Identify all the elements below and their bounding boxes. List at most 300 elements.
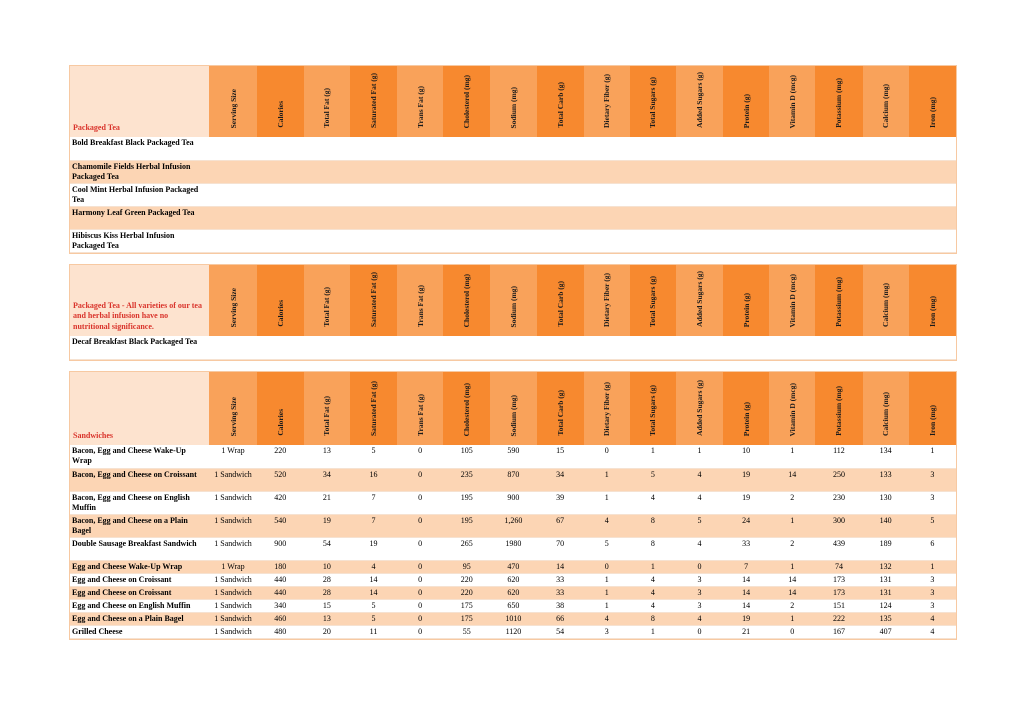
nutrition-value: 3 bbox=[909, 573, 956, 586]
packaged-tea-section bbox=[69, 65, 957, 254]
nutrition-value: 67 bbox=[537, 514, 584, 537]
nutrition-value: 4 bbox=[676, 468, 723, 491]
nutrition-value: 14 bbox=[769, 573, 815, 586]
table-row bbox=[70, 183, 956, 206]
item-name: Bacon, Egg and Cheese on a Plain Bagel bbox=[70, 514, 209, 537]
item-name: Bacon, Egg and Cheese on Croissant bbox=[70, 468, 209, 491]
nutrition-value: 5 bbox=[630, 468, 676, 491]
nutrition-value bbox=[350, 229, 397, 252]
nutrition-value: 520 bbox=[257, 468, 304, 491]
nutrition-value bbox=[397, 183, 443, 206]
column-header bbox=[863, 66, 909, 137]
nutrition-value: 15 bbox=[537, 445, 584, 468]
column-header bbox=[304, 265, 350, 336]
section-title: Packaged Tea bbox=[70, 66, 209, 137]
nutrition-value: 1 Sandwich bbox=[209, 612, 256, 625]
column-header-label: Trans Fat (g) bbox=[415, 86, 425, 128]
nutrition-value bbox=[350, 206, 397, 229]
item-name: Egg and Cheese on English Muffin bbox=[70, 599, 209, 612]
nutrition-value bbox=[304, 229, 350, 252]
nutrition-value bbox=[304, 137, 350, 160]
nutrition-value: 4 bbox=[630, 573, 676, 586]
column-header bbox=[863, 265, 909, 336]
sandwiches-section bbox=[69, 371, 957, 640]
column-header-label: Iron (mg) bbox=[927, 296, 937, 327]
nutrition-value: 151 bbox=[815, 599, 862, 612]
nutrition-value: 15 bbox=[304, 599, 350, 612]
column-header bbox=[397, 265, 443, 336]
nutrition-value bbox=[909, 336, 956, 359]
column-header bbox=[909, 66, 956, 137]
nutrition-value: 470 bbox=[490, 560, 536, 573]
nutrition-value bbox=[397, 229, 443, 252]
nutrition-value bbox=[769, 229, 815, 252]
nutrition-value bbox=[584, 206, 630, 229]
column-header bbox=[630, 372, 676, 445]
nutrition-value: 7 bbox=[723, 560, 769, 573]
nutrition-value: 0 bbox=[397, 625, 443, 638]
nutrition-value: 19 bbox=[723, 612, 769, 625]
nutrition-value bbox=[257, 206, 304, 229]
nutrition-value bbox=[863, 137, 909, 160]
nutrition-value: 4 bbox=[630, 586, 676, 599]
item-name: Grilled Cheese bbox=[70, 625, 209, 638]
column-header bbox=[815, 265, 862, 336]
column-header bbox=[397, 66, 443, 137]
nutrition-value: 28 bbox=[304, 573, 350, 586]
nutrition-value bbox=[909, 160, 956, 183]
nutrition-value bbox=[537, 183, 584, 206]
item-name: Egg and Cheese on Croissant bbox=[70, 586, 209, 599]
nutrition-value: 230 bbox=[815, 491, 862, 514]
nutrition-value bbox=[676, 206, 723, 229]
nutrition-value bbox=[630, 229, 676, 252]
nutrition-value bbox=[443, 206, 490, 229]
nutrition-value: 650 bbox=[490, 599, 536, 612]
nutrition-value: 39 bbox=[537, 491, 584, 514]
nutrition-value: 14 bbox=[537, 560, 584, 573]
nutrition-value: 460 bbox=[257, 612, 304, 625]
nutrition-value: 2 bbox=[769, 491, 815, 514]
nutrition-value: 19 bbox=[723, 491, 769, 514]
nutrition-value: 265 bbox=[443, 537, 490, 560]
nutrition-value: 870 bbox=[490, 468, 536, 491]
nutrition-value: 1 bbox=[769, 445, 815, 468]
nutrition-value: 19 bbox=[304, 514, 350, 537]
nutrition-value: 133 bbox=[863, 468, 909, 491]
nutrition-value bbox=[630, 183, 676, 206]
column-header-label: Total Carb (g) bbox=[555, 82, 565, 128]
column-header bbox=[350, 66, 397, 137]
item-name: Chamomile Fields Herbal Infusion Packaged Tea bbox=[70, 160, 209, 183]
nutrition-value: 11 bbox=[350, 625, 397, 638]
column-header bbox=[490, 265, 536, 336]
column-header bbox=[909, 265, 956, 336]
nutrition-value: 1 Wrap bbox=[209, 560, 256, 573]
nutrition-value: 33 bbox=[537, 573, 584, 586]
column-header bbox=[443, 265, 490, 336]
nutrition-value: 173 bbox=[815, 586, 862, 599]
column-header bbox=[257, 265, 304, 336]
column-header-label: Serving Size bbox=[228, 287, 238, 327]
column-header bbox=[490, 372, 536, 445]
nutrition-value: 3 bbox=[676, 599, 723, 612]
nutrition-value: 1 Sandwich bbox=[209, 625, 256, 638]
nutrition-value bbox=[676, 137, 723, 160]
nutrition-value bbox=[909, 206, 956, 229]
nutrition-value bbox=[209, 206, 256, 229]
column-header-label: Added Sugars (g) bbox=[695, 271, 705, 327]
column-header-label: Sodium (mg) bbox=[508, 86, 518, 128]
nutrition-value: 10 bbox=[723, 445, 769, 468]
nutrition-value bbox=[490, 229, 536, 252]
column-header-label: Trans Fat (g) bbox=[415, 394, 425, 436]
nutrition-value: 407 bbox=[863, 625, 909, 638]
nutrition-value bbox=[209, 229, 256, 252]
table-row bbox=[70, 599, 956, 612]
nutrition-value bbox=[350, 160, 397, 183]
nutrition-value: 4 bbox=[630, 599, 676, 612]
nutrition-value bbox=[630, 137, 676, 160]
nutrition-value: 19 bbox=[350, 537, 397, 560]
nutrition-value: 66 bbox=[537, 612, 584, 625]
nutrition-value: 134 bbox=[863, 445, 909, 468]
nutrition-value: 222 bbox=[815, 612, 862, 625]
nutrition-value bbox=[350, 183, 397, 206]
nutrition-value: 7 bbox=[350, 491, 397, 514]
table-row bbox=[70, 573, 956, 586]
column-header bbox=[537, 66, 584, 137]
nutrition-value: 1120 bbox=[490, 625, 536, 638]
nutrition-value bbox=[537, 137, 584, 160]
column-header-label: Vitamin D (mcg) bbox=[787, 74, 797, 128]
nutrition-value bbox=[584, 160, 630, 183]
nutrition-value bbox=[630, 336, 676, 359]
nutrition-value: 0 bbox=[397, 514, 443, 537]
nutrition-value: 2 bbox=[769, 599, 815, 612]
nutrition-value bbox=[676, 183, 723, 206]
nutrition-value bbox=[490, 206, 536, 229]
column-header-label: Serving Size bbox=[228, 396, 238, 436]
nutrition-value bbox=[815, 336, 862, 359]
nutrition-value: 1 bbox=[630, 445, 676, 468]
nutrition-value: 0 bbox=[397, 491, 443, 514]
nutrition-value: 14 bbox=[350, 573, 397, 586]
nutrition-value: 130 bbox=[863, 491, 909, 514]
item-name: Egg and Cheese on Croissant bbox=[70, 573, 209, 586]
nutrition-value bbox=[397, 206, 443, 229]
nutrition-value: 1 bbox=[584, 491, 630, 514]
nutrition-value: 900 bbox=[257, 537, 304, 560]
nutrition-value bbox=[350, 336, 397, 359]
column-header-label: Iron (mg) bbox=[927, 405, 937, 436]
column-header-label: Total Sugars (g) bbox=[648, 77, 658, 128]
column-header bbox=[815, 66, 862, 137]
table-row bbox=[70, 336, 956, 359]
nutrition-value: 34 bbox=[537, 468, 584, 491]
column-header-label: Vitamin D (mcg) bbox=[787, 273, 797, 327]
nutrition-value: 14 bbox=[769, 468, 815, 491]
column-header bbox=[397, 372, 443, 445]
nutrition-value: 95 bbox=[443, 560, 490, 573]
nutrition-value: 4 bbox=[584, 612, 630, 625]
nutrition-value bbox=[909, 137, 956, 160]
column-header-label: Calories bbox=[275, 101, 285, 128]
column-header bbox=[584, 265, 630, 336]
nutrition-value: 54 bbox=[537, 625, 584, 638]
nutrition-value bbox=[863, 336, 909, 359]
column-header bbox=[769, 372, 815, 445]
nutrition-value bbox=[815, 229, 862, 252]
nutrition-value: 4 bbox=[909, 625, 956, 638]
nutrition-value: 7 bbox=[350, 514, 397, 537]
nutrition-value: 5 bbox=[909, 514, 956, 537]
nutrition-value: 19 bbox=[723, 468, 769, 491]
nutrition-value: 620 bbox=[490, 573, 536, 586]
column-header bbox=[350, 372, 397, 445]
nutrition-value bbox=[257, 336, 304, 359]
column-header-label: Protein (g) bbox=[741, 292, 751, 327]
column-header bbox=[676, 66, 723, 137]
item-name: Bacon, Egg and Cheese on English Muffin bbox=[70, 491, 209, 514]
nutrition-value: 33 bbox=[537, 586, 584, 599]
nutrition-value bbox=[769, 137, 815, 160]
nutrition-value: 250 bbox=[815, 468, 862, 491]
nutrition-value: 590 bbox=[490, 445, 536, 468]
nutrition-value: 55 bbox=[443, 625, 490, 638]
table-row bbox=[70, 229, 956, 252]
nutrition-value: 0 bbox=[397, 468, 443, 491]
nutrition-value bbox=[257, 160, 304, 183]
column-header-label: Calcium (mg) bbox=[881, 283, 891, 327]
column-header-label: Calories bbox=[275, 300, 285, 327]
column-header-label: Total Fat (g) bbox=[322, 396, 332, 436]
nutrition-value: 1 bbox=[769, 560, 815, 573]
nutrition-value bbox=[537, 229, 584, 252]
nutrition-value: 3 bbox=[676, 586, 723, 599]
nutrition-value bbox=[490, 160, 536, 183]
table-row bbox=[70, 625, 956, 638]
column-header bbox=[630, 265, 676, 336]
nutrition-value: 1 bbox=[630, 625, 676, 638]
nutrition-value bbox=[723, 229, 769, 252]
column-header-label: Total Fat (g) bbox=[322, 287, 332, 327]
nutrition-value: 4 bbox=[676, 537, 723, 560]
nutrition-value: 10 bbox=[304, 560, 350, 573]
column-header-label: Protein (g) bbox=[741, 93, 751, 128]
nutrition-value: 1 bbox=[584, 586, 630, 599]
nutrition-value: 1,260 bbox=[490, 514, 536, 537]
nutrition-value: 135 bbox=[863, 612, 909, 625]
column-header bbox=[304, 372, 350, 445]
nutrition-value bbox=[257, 183, 304, 206]
column-header-label: Saturated Fat (g) bbox=[368, 272, 378, 327]
nutrition-value: 3 bbox=[909, 599, 956, 612]
table-row bbox=[70, 560, 956, 573]
column-header-label: Total Carb (g) bbox=[555, 281, 565, 327]
nutrition-value: 0 bbox=[397, 599, 443, 612]
nutrition-value: 1 Sandwich bbox=[209, 468, 256, 491]
column-header-label: Added Sugars (g) bbox=[695, 380, 705, 436]
nutrition-value: 1 bbox=[909, 560, 956, 573]
nutrition-value bbox=[909, 183, 956, 206]
nutrition-value: 124 bbox=[863, 599, 909, 612]
column-header-label: Protein (g) bbox=[741, 401, 751, 436]
column-header bbox=[257, 66, 304, 137]
nutrition-value bbox=[676, 229, 723, 252]
nutrition-value bbox=[863, 229, 909, 252]
nutrition-value: 131 bbox=[863, 586, 909, 599]
column-header-label: Dietary Fiber (g) bbox=[602, 73, 612, 128]
table-row bbox=[70, 206, 956, 229]
nutrition-value: 1 bbox=[584, 573, 630, 586]
nutrition-value bbox=[397, 137, 443, 160]
item-name: Bacon, Egg and Cheese Wake-Up Wrap bbox=[70, 445, 209, 468]
item-name: Bold Breakfast Black Packaged Tea bbox=[70, 137, 209, 160]
item-name: Egg and Cheese on a Plain Bagel bbox=[70, 612, 209, 625]
nutrition-value: 300 bbox=[815, 514, 862, 537]
nutrition-value bbox=[676, 336, 723, 359]
nutrition-value: 8 bbox=[630, 514, 676, 537]
nutrition-value: 1 Sandwich bbox=[209, 491, 256, 514]
nutrition-value bbox=[397, 160, 443, 183]
nutrition-value: 175 bbox=[443, 599, 490, 612]
column-header bbox=[490, 66, 536, 137]
nutrition-value: 1 Sandwich bbox=[209, 537, 256, 560]
nutrition-value: 14 bbox=[723, 599, 769, 612]
nutrition-value: 1 Sandwich bbox=[209, 514, 256, 537]
nutrition-value: 14 bbox=[769, 586, 815, 599]
nutrition-value: 0 bbox=[397, 445, 443, 468]
column-header bbox=[630, 66, 676, 137]
table-row bbox=[70, 160, 956, 183]
nutrition-value bbox=[209, 137, 256, 160]
nutrition-value: 21 bbox=[723, 625, 769, 638]
column-header bbox=[443, 372, 490, 445]
table-row bbox=[70, 468, 956, 491]
nutrition-value bbox=[443, 160, 490, 183]
nutrition-value: 28 bbox=[304, 586, 350, 599]
item-name: Double Sausage Breakfast Sandwich bbox=[70, 537, 209, 560]
nutrition-value bbox=[443, 183, 490, 206]
table-row bbox=[70, 586, 956, 599]
nutrition-value: 3 bbox=[584, 625, 630, 638]
column-header bbox=[584, 372, 630, 445]
nutrition-value bbox=[584, 229, 630, 252]
nutrition-value bbox=[769, 336, 815, 359]
column-header bbox=[443, 66, 490, 137]
column-header-label: Total Sugars (g) bbox=[648, 385, 658, 436]
column-header-label: Serving Size bbox=[228, 88, 238, 128]
nutrition-value bbox=[257, 229, 304, 252]
packaged-tea-note-section bbox=[69, 264, 957, 361]
nutrition-value bbox=[537, 336, 584, 359]
nutrition-value bbox=[723, 137, 769, 160]
column-header bbox=[723, 372, 769, 445]
column-header bbox=[537, 265, 584, 336]
column-header-label: Sodium (mg) bbox=[508, 285, 518, 327]
nutrition-value: 1 bbox=[769, 612, 815, 625]
nutrition-value bbox=[815, 183, 862, 206]
nutrition-value: 5 bbox=[350, 445, 397, 468]
column-header-label: Added Sugars (g) bbox=[695, 72, 705, 128]
column-header bbox=[257, 372, 304, 445]
nutrition-value: 70 bbox=[537, 537, 584, 560]
nutrition-value: 173 bbox=[815, 573, 862, 586]
column-header bbox=[723, 66, 769, 137]
nutrition-value bbox=[304, 183, 350, 206]
nutrition-value: 1 bbox=[909, 445, 956, 468]
nutrition-value: 0 bbox=[397, 560, 443, 573]
nutrition-value: 540 bbox=[257, 514, 304, 537]
nutrition-value: 132 bbox=[863, 560, 909, 573]
nutrition-value: 5 bbox=[350, 599, 397, 612]
nutrition-value bbox=[630, 160, 676, 183]
nutrition-value: 14 bbox=[723, 573, 769, 586]
column-header bbox=[676, 265, 723, 336]
nutrition-value: 34 bbox=[304, 468, 350, 491]
nutrition-value bbox=[209, 160, 256, 183]
nutrition-value: 180 bbox=[257, 560, 304, 573]
nutrition-value: 16 bbox=[350, 468, 397, 491]
column-header-label: Potassium (mg) bbox=[834, 277, 844, 327]
column-header bbox=[769, 66, 815, 137]
nutrition-value bbox=[490, 183, 536, 206]
nutrition-value: 167 bbox=[815, 625, 862, 638]
nutrition-value: 1 Wrap bbox=[209, 445, 256, 468]
section-title: Packaged Tea - All varieties of our tea and herbal infusion have no nutritional significance. bbox=[70, 265, 209, 336]
column-header-label: Dietary Fiber (g) bbox=[602, 272, 612, 327]
nutrition-value bbox=[863, 160, 909, 183]
nutrition-value: 1980 bbox=[490, 537, 536, 560]
table-row bbox=[70, 514, 956, 537]
nutrition-value: 220 bbox=[257, 445, 304, 468]
nutrition-value bbox=[584, 183, 630, 206]
nutrition-value: 3 bbox=[909, 491, 956, 514]
nutrition-value: 0 bbox=[676, 625, 723, 638]
nutrition-value bbox=[209, 183, 256, 206]
table-row bbox=[70, 491, 956, 514]
nutrition-value: 1 Sandwich bbox=[209, 586, 256, 599]
nutrition-value: 6 bbox=[909, 537, 956, 560]
nutrition-value: 4 bbox=[676, 612, 723, 625]
nutrition-value: 24 bbox=[723, 514, 769, 537]
nutrition-value: 439 bbox=[815, 537, 862, 560]
nutrition-value bbox=[304, 336, 350, 359]
nutrition-value: 1 bbox=[676, 445, 723, 468]
nutrition-value bbox=[490, 137, 536, 160]
nutrition-value: 0 bbox=[397, 612, 443, 625]
column-header bbox=[304, 66, 350, 137]
column-header-label: Saturated Fat (g) bbox=[368, 73, 378, 128]
nutrition-value: 14 bbox=[350, 586, 397, 599]
column-header-label: Trans Fat (g) bbox=[415, 285, 425, 327]
nutrition-value: 420 bbox=[257, 491, 304, 514]
nutrition-value bbox=[443, 336, 490, 359]
column-header-label: Cholesterol (mg) bbox=[462, 74, 472, 128]
nutrition-value: 14 bbox=[723, 586, 769, 599]
item-name: Cool Mint Herbal Infusion Packaged Tea bbox=[70, 183, 209, 206]
nutrition-value: 1 Sandwich bbox=[209, 573, 256, 586]
column-header-label: Cholesterol (mg) bbox=[462, 273, 472, 327]
nutrition-value: 8 bbox=[630, 537, 676, 560]
nutrition-value: 4 bbox=[350, 560, 397, 573]
column-header-label: Saturated Fat (g) bbox=[368, 381, 378, 436]
nutrition-value: 4 bbox=[676, 491, 723, 514]
nutrition-value: 1 bbox=[769, 514, 815, 537]
nutrition-value bbox=[815, 137, 862, 160]
nutrition-value: 38 bbox=[537, 599, 584, 612]
